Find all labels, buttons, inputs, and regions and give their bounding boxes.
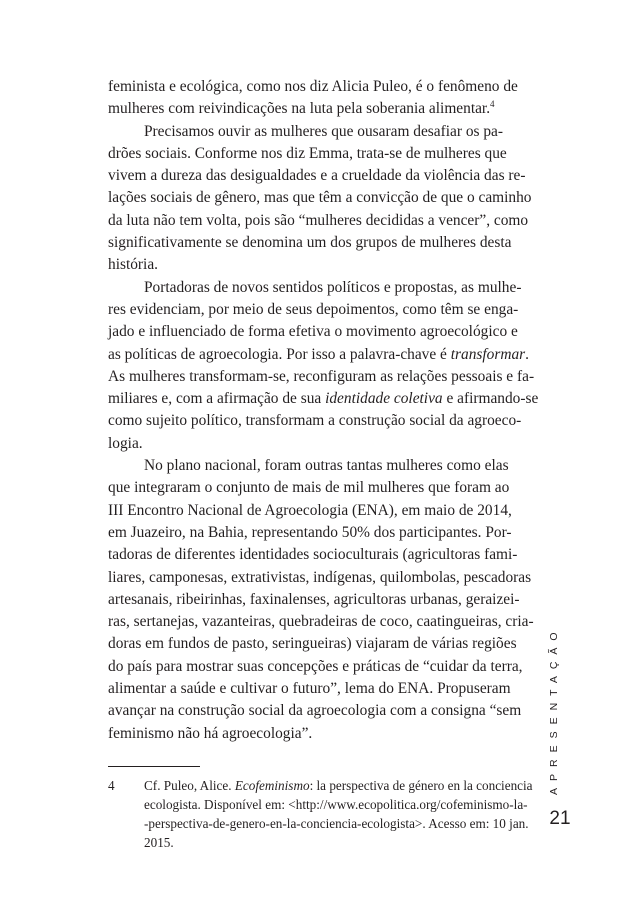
text-line: As mulheres transformam-se, reconfiguram as relações pessoais e fa-	[108, 367, 535, 385]
footnote-line: ecologista. Disponível em: <http://www.ecopolitica.org/cofeminismo-la-	[144, 797, 528, 812]
text-line: avançar na construção social da agroecologia com a consigna “sem	[108, 702, 522, 720]
emphasis-text: identidade coletiva	[325, 390, 443, 408]
text-line: tadoras de diferentes identidades socioculturais (agricultoras fami-	[108, 546, 518, 564]
text-line: Portadoras de novos sentidos políticos e propostas, as mulhe-	[144, 278, 522, 296]
text-line: vivem a dureza das desigualdades e a crueldade da violência das re-	[108, 167, 526, 185]
page-number: 21	[549, 808, 571, 829]
text-segment: e afirmando-se	[442, 390, 539, 408]
text-segment: as políticas de agroecologia. Por isso a palavra-chave é	[108, 345, 451, 363]
text-segment: .	[525, 345, 530, 363]
text-line: lações sociais de gênero, mas que têm a convicção de que o caminho	[108, 189, 532, 207]
paragraph-2	[108, 121, 532, 277]
text-line: significativamente se denomina um dos grupos de mulheres desta	[108, 234, 512, 252]
text-line: do país para mostrar suas concepções e práticas de “cuidar da terra,	[108, 657, 523, 675]
text-line: logia.	[108, 434, 143, 452]
text-line: em Juazeiro, na Bahia, representando 50% dos participantes. Por-	[108, 523, 512, 541]
text-segment: : la perspectiva de género en la conciencia	[309, 778, 533, 793]
paragraph-4	[108, 455, 534, 745]
text-line	[108, 388, 539, 410]
text-line: res evidenciam, por meio de seus depoimentos, como têm se enga-	[108, 300, 519, 318]
text-segment: Cf. Puleo, Alice.	[144, 778, 235, 793]
text-line: doras em fundos de pasto, seringueiras) viajaram de várias regiões	[108, 635, 517, 653]
text-line: III Encontro Nacional de Agroecologia (ENA), em maio de 2014,	[108, 501, 512, 519]
text-line: como sujeito político, transformam a construção social da agroeco-	[108, 412, 522, 430]
text-line: drões sociais. Conforme nos diz Emma, trata-se de mulheres que	[108, 144, 507, 162]
text-line	[108, 344, 530, 366]
text-line: feminista e ecológica, como nos diz Alicia Puleo, é o fenômeno de	[108, 78, 518, 95]
text-line: feminismo não há agroecologia”.	[108, 724, 313, 742]
footnote-body	[144, 776, 533, 852]
paragraph-1	[108, 76, 518, 121]
text-segment: miliares e, com a afirmação de sua	[108, 390, 326, 408]
text-segment: mulheres com reivindicações na luta pela soberania alimentar.	[108, 100, 491, 118]
footnote-reference: 4	[490, 99, 495, 110]
footnote-line: -perspectiva-de-genero-en-la-conciencia-ecologista>. Acesso em: 10 jan.	[144, 816, 529, 831]
body-text	[108, 76, 539, 745]
text-line: que integraram o conjunto de mais de mil mulheres que foram ao	[108, 479, 510, 497]
text-line: jado e influenciado de forma efetiva o movimento agroecológico e	[108, 323, 518, 341]
footnote	[108, 776, 533, 852]
text-line: história.	[108, 256, 159, 274]
section-running-title: APRESENTAÇÃO	[548, 625, 560, 795]
footnote-number: 4	[108, 778, 115, 793]
footnote-divider	[108, 766, 200, 767]
text-line: Precisamos ouvir as mulheres que ousaram desafiar os pa-	[144, 122, 504, 140]
text-line	[108, 98, 503, 120]
text-line: artesanais, ribeirinhas, faxinalenses, agricultoras urbanas, geraizei-	[108, 590, 520, 608]
text-line: No plano nacional, foram outras tantas mulheres como elas	[144, 457, 509, 475]
text-line: liares, camponesas, extrativistas, indígenas, quilombolas, pescadoras	[108, 568, 532, 586]
emphasis-text: Ecofeminismo	[234, 778, 310, 793]
text-line: ras, sertanejas, vazanteiras, quebradeiras de coco, caatingueiras, cria-	[108, 613, 534, 631]
text-line: da luta não tem volta, pois são “mulheres decididas a vencer”, como	[108, 211, 529, 229]
footnote-line: 2015.	[144, 835, 174, 850]
emphasis-text: transformar	[450, 345, 526, 363]
paragraph-3	[108, 277, 539, 455]
footnote-line	[144, 776, 533, 795]
text-line: alimentar a saúde e cultivar o futuro”, lema do ENA. Propuseram	[108, 680, 511, 698]
